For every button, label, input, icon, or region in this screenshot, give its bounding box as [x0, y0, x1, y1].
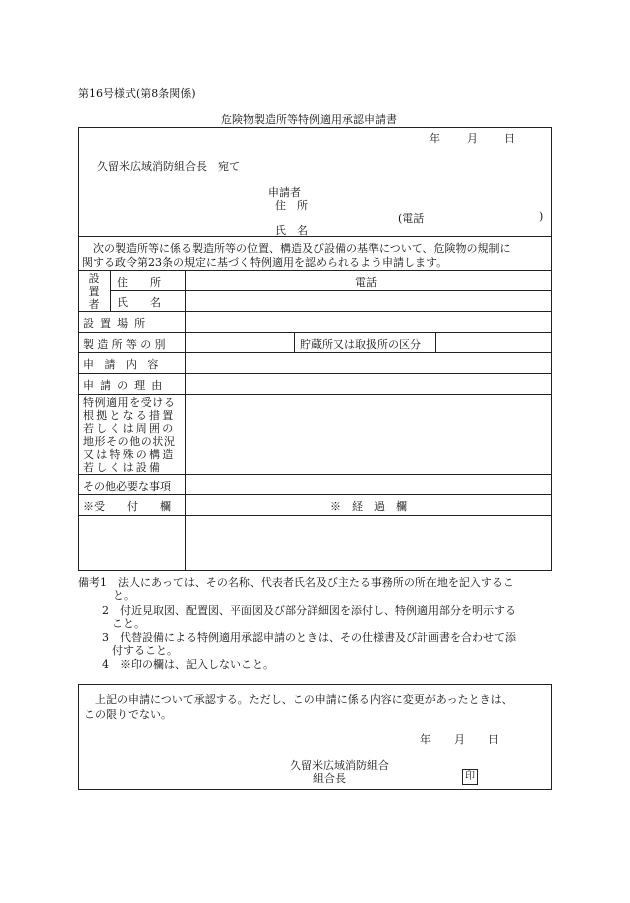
statement-line-1: 次の製造所等に係る製造所等の位置、構造及び設備の基準について、危険物の規制に [82, 242, 511, 255]
special-basis-label [83, 396, 175, 474]
special-basis-line: 又は特殊の構造 [83, 448, 176, 461]
form-number: 第16号様式(第8条関係) [78, 87, 196, 100]
approval-org: 久留米広域消防組合 [290, 759, 389, 772]
table-line [78, 494, 552, 495]
table-line [185, 270, 186, 571]
table-line [78, 394, 552, 395]
recipient: 久留米広域消防組合長 宛て [97, 160, 240, 173]
approval-line-1: 上記の申請について承認する。ただし、この申請に係る内容に変更があったときは、 [84, 693, 513, 706]
divider [78, 236, 552, 237]
table-line [78, 474, 552, 475]
location-label: 設置場所 [83, 317, 152, 330]
facility-type-label: 製造所等の別 [83, 338, 169, 351]
date-year: 年 [429, 132, 440, 145]
installer-address-label: 住 所 [117, 276, 161, 289]
form-title: 危険物製造所等特例適用承認申請書 [221, 113, 397, 126]
table-line [294, 332, 295, 352]
note-1-line-2: と。 [113, 589, 135, 602]
table-line [435, 332, 436, 352]
approval-line-2: この限りでない。 [84, 708, 172, 721]
approval-date-month: 月 [454, 733, 465, 746]
note-4: 4 ※印の欄は、記入しないこと。 [102, 658, 274, 671]
installer-name-label: 氏 名 [117, 296, 161, 309]
table-line [78, 373, 552, 374]
note-2-line-1: 2 付近見取図、配置図、平面図及び部分詳細図を添付し、特例適用部分を明示する [102, 604, 516, 617]
progress-label: ※ 経 過 欄 [330, 500, 407, 513]
approval-title: 組合長 [313, 772, 346, 785]
table-line [78, 352, 552, 353]
special-basis-line: 特例適用を受ける [83, 396, 176, 409]
table-line [78, 515, 552, 516]
installer-char: 置 [88, 285, 100, 298]
table-line [78, 332, 552, 333]
note-1-line-1: 備考1 法人にあっては、その名称、代表者氏名及び主たる事務所の所在地を記入するこ [78, 576, 514, 589]
approval-date-year: 年 [420, 733, 431, 746]
installer-char: 者 [88, 298, 100, 311]
other-items-label: その他必要な事項 [83, 480, 171, 493]
installer-label [87, 272, 101, 311]
table-line [110, 290, 552, 291]
applicant-phone-open: (電話 [398, 212, 425, 225]
application-reason-label: 申請の理由 [83, 379, 169, 392]
applicant-phone-close: ) [539, 210, 544, 223]
installer-char: 設 [88, 272, 100, 285]
table-line [78, 270, 552, 271]
special-basis-line: 根拠となる措置 [83, 409, 176, 422]
special-basis-line: 若しくは設備 [83, 461, 163, 474]
seal-mark: 印 [462, 769, 478, 785]
applicant-name-label: 氏 名 [275, 224, 308, 237]
table-line [110, 270, 111, 311]
application-content-label: 申請内容 [83, 358, 169, 371]
statement-line-2: 関する政令第23条の規定に基づく特例適用を認められるよう申請します。 [82, 256, 448, 269]
approval-date-day: 日 [488, 733, 499, 746]
note-3-line-2: 付すること。 [112, 644, 178, 657]
note-3-line-1: 3 代替設備による特例適用承認申請のときは、その仕様書及び計画書を合わせて添 [102, 631, 516, 644]
phone-header: 電話 [355, 276, 377, 289]
applicant-address-label: 住 所 [275, 199, 308, 212]
date-month: 月 [467, 132, 478, 145]
note-2-line-2: こと。 [112, 617, 145, 630]
special-basis-line: 地形その他の状況 [83, 435, 176, 448]
special-basis-line: 若しくは周囲の [83, 422, 176, 435]
reception-label: ※受 付 欄 [83, 500, 171, 513]
date-day: 日 [504, 132, 515, 145]
table-line [78, 311, 552, 312]
storage-type-label: 貯蔵所又は取扱所の区分 [300, 338, 421, 351]
applicant-label: 申請者 [268, 186, 301, 199]
